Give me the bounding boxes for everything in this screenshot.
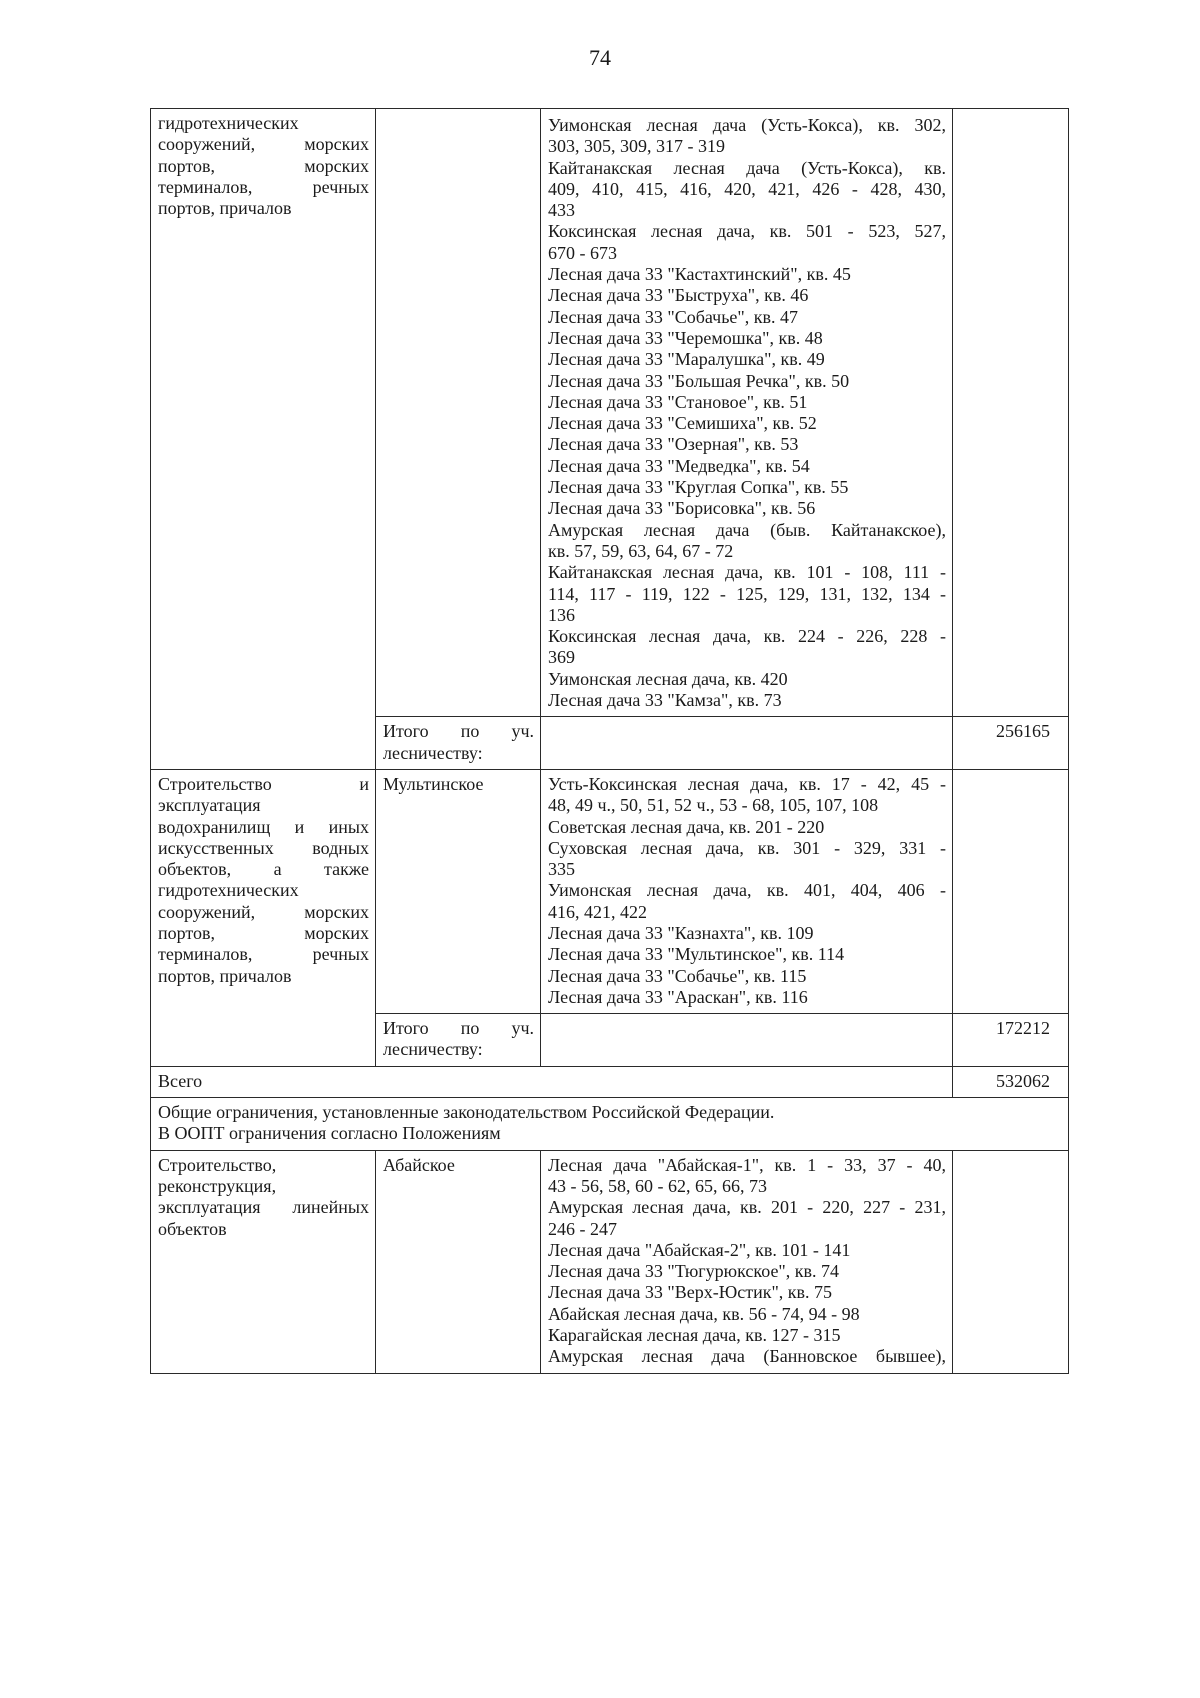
quarters-line: Уимонская лесная дача, кв. 401, 404, 406 - bbox=[548, 880, 946, 901]
quarters-line: Лесная дача 33 "Озерная", кв. 53 bbox=[548, 434, 799, 455]
page-number: 74 bbox=[589, 45, 611, 70]
note-line: В ООПТ ограничения согласно Положениям bbox=[158, 1123, 501, 1144]
quarters-line: Лесная дача 33 "Маралушка", кв. 49 bbox=[548, 349, 825, 370]
activity-line: портов, морских bbox=[158, 155, 369, 176]
quarters-line: Лесная дача 33 "Собачье", кв. 47 bbox=[548, 306, 799, 327]
area-cell bbox=[953, 1150, 1069, 1373]
quarters-line: 246 - 247 bbox=[548, 1218, 617, 1239]
total-row bbox=[151, 1066, 1069, 1097]
subtotal-label bbox=[376, 717, 541, 770]
table-row bbox=[151, 1150, 1069, 1373]
quarters-line: Лесная дача 33 "Араскан", кв. 116 bbox=[548, 986, 808, 1007]
quarters-line: 416, 421, 422 bbox=[548, 901, 647, 922]
activity-line: Строительство, bbox=[158, 1154, 277, 1175]
district-cell bbox=[376, 109, 541, 717]
quarters-cell bbox=[541, 717, 953, 770]
quarters-line: Лесная дача "Абайская-1", кв. 1 - 33, 37 - 40, bbox=[548, 1154, 946, 1175]
quarters-line: Амурская лесная дача, кв. 201 - 220, 227 - 231, bbox=[548, 1197, 946, 1218]
quarters-line: Суховская лесная дача, кв. 301 - 329, 331 - bbox=[548, 837, 946, 858]
activity-cell bbox=[151, 769, 376, 1066]
quarters-line: 43 - 56, 58, 60 - 62, 65, 66, 73 bbox=[548, 1175, 767, 1196]
quarters-line: Лесная дача 33 "Быструха", кв. 46 bbox=[548, 285, 809, 306]
quarters-line: Лесная дача 33 "Большая Речка", кв. 50 bbox=[548, 370, 850, 391]
total-label: Всего bbox=[151, 1066, 953, 1097]
subtotal-value: 256165 bbox=[953, 717, 1069, 770]
quarters-line: Коксинская лесная дача, кв. 501 - 523, 527, bbox=[548, 221, 946, 242]
quarters-line: Коксинская лесная дача, кв. 224 - 226, 228 - bbox=[548, 626, 946, 647]
quarters-line: Лесная дача 33 "Медведка", кв. 54 bbox=[548, 455, 810, 476]
activity-line: эксплуатация bbox=[158, 795, 261, 816]
activity-line: искусственных водных bbox=[158, 837, 369, 858]
activity-line: сооружений, морских bbox=[158, 901, 369, 922]
quarters-line: Лесная дача 33 "Борисовка", кв. 56 bbox=[548, 498, 816, 519]
activity-line: портов, морских bbox=[158, 922, 369, 943]
quarters-line: Амурская лесная дача (быв. Кайтанакское), bbox=[548, 519, 946, 540]
quarters-line: Лесная дача 33 "Мультинское", кв. 114 bbox=[548, 944, 845, 965]
quarters-line: Лесная дача 33 "Круглая Сопка", кв. 55 bbox=[548, 477, 849, 498]
quarters-line: Лесная дача 33 "Семишиха", кв. 52 bbox=[548, 413, 817, 434]
quarters-line: Карагайская лесная дача, кв. 127 - 315 bbox=[548, 1325, 841, 1346]
forest-quarters-table bbox=[150, 108, 1069, 1374]
activity-line: Строительство и bbox=[158, 773, 369, 794]
quarters-line: Уимонская лесная дача, кв. 420 bbox=[548, 668, 788, 689]
quarters-cell bbox=[541, 1014, 953, 1067]
quarters-line: Амурская лесная дача (Банновское бывшее), bbox=[548, 1346, 946, 1367]
activity-line: объектов bbox=[158, 1218, 227, 1239]
activity-line: терминалов, речных bbox=[158, 176, 369, 197]
quarters-line: 136 bbox=[548, 604, 575, 625]
quarters-cell bbox=[541, 109, 953, 717]
quarters-line: Лесная дача 33 "Камза", кв. 73 bbox=[548, 690, 782, 711]
quarters-line: Лесная дача "Абайская-2", кв. 101 - 141 bbox=[548, 1239, 851, 1260]
quarters-line: Абайская лесная дача, кв. 56 - 74, 94 - 98 bbox=[548, 1303, 860, 1324]
activity-line: реконструкция, bbox=[158, 1175, 277, 1196]
quarters-line: Уимонская лесная дача (Усть-Кокса), кв. 302, bbox=[548, 115, 946, 135]
subtotal-label-text: Итого по уч. лесничеству: bbox=[383, 1018, 534, 1060]
subtotal-value: 172212 bbox=[953, 1014, 1069, 1067]
quarters-line: Усть-Коксинская лесная дача, кв. 17 - 42, 45 - bbox=[548, 773, 946, 794]
quarters-line: 369 bbox=[548, 647, 575, 668]
activity-line: гидротехнических bbox=[158, 880, 299, 901]
activity-line: сооружений, морских bbox=[158, 134, 369, 155]
quarters-line: Лесная дача 33 "Верх-Юстик", кв. 75 bbox=[548, 1282, 833, 1303]
quarters-line: Лесная дача 33 "Тюгурюкское", кв. 74 bbox=[548, 1261, 840, 1282]
quarters-line: Лесная дача 33 "Казнахта", кв. 109 bbox=[548, 922, 814, 943]
area-cell bbox=[953, 109, 1069, 717]
quarters-line: Советская лесная дача, кв. 201 - 220 bbox=[548, 816, 825, 837]
note-cell bbox=[151, 1098, 1069, 1151]
table-row bbox=[151, 769, 1069, 1013]
quarters-line: 303, 305, 309, 317 - 319 bbox=[548, 136, 725, 157]
activity-cell bbox=[151, 1150, 376, 1373]
quarters-line: Кайтанакская лесная дача, кв. 101 - 108, 111 - bbox=[548, 562, 946, 583]
total-value: 532062 bbox=[953, 1066, 1069, 1097]
district-cell: Мультинское bbox=[376, 769, 541, 1013]
quarters-line: Кайтанакская лесная дача (Усть-Кокса), кв. bbox=[548, 157, 946, 178]
activity-line: водохранилищ и иных bbox=[158, 816, 369, 837]
quarters-line: 433 bbox=[548, 200, 575, 221]
quarters-line: Лесная дача 33 "Черемошка", кв. 48 bbox=[548, 327, 823, 348]
note-row bbox=[151, 1098, 1069, 1151]
activity-line: терминалов, речных bbox=[158, 944, 369, 965]
quarters-cell bbox=[541, 769, 953, 1013]
quarters-line: кв. 57, 59, 63, 64, 67 - 72 bbox=[548, 540, 734, 561]
quarters-cell bbox=[541, 1150, 953, 1373]
quarters-line: Лесная дача 33 "Кастахтинский", кв. 45 bbox=[548, 264, 851, 285]
area-cell bbox=[953, 769, 1069, 1013]
activity-cell bbox=[151, 109, 376, 770]
table-row bbox=[151, 109, 1069, 717]
district-cell: Абайское bbox=[376, 1150, 541, 1373]
quarters-line: 48, 49 ч., 50, 51, 52 ч., 53 - 68, 105, 107, 108 bbox=[548, 795, 879, 816]
quarters-line: Лесная дача 33 "Становое", кв. 51 bbox=[548, 391, 808, 412]
activity-line: гидротехнических bbox=[158, 113, 299, 133]
activity-line: объектов, а также bbox=[158, 859, 369, 880]
activity-line: портов, причалов bbox=[158, 965, 292, 986]
subtotal-label-text: Итого по уч. лесничеству: bbox=[383, 721, 534, 763]
quarters-line: 335 bbox=[548, 859, 575, 880]
activity-line: портов, причалов bbox=[158, 198, 292, 219]
quarters-line: 114, 117 - 119, 122 - 125, 129, 131, 132, 134 - bbox=[548, 583, 946, 604]
subtotal-label bbox=[376, 1014, 541, 1067]
activity-line: эксплуатация линейных bbox=[158, 1197, 369, 1218]
quarters-line: 409, 410, 415, 416, 420, 421, 426 - 428, 430, bbox=[548, 178, 946, 199]
quarters-line: Лесная дача 33 "Собачье", кв. 115 bbox=[548, 965, 807, 986]
note-line: Общие ограничения, установленные законодательством Российской Федерации. bbox=[158, 1102, 775, 1123]
quarters-line: 670 - 673 bbox=[548, 242, 617, 263]
